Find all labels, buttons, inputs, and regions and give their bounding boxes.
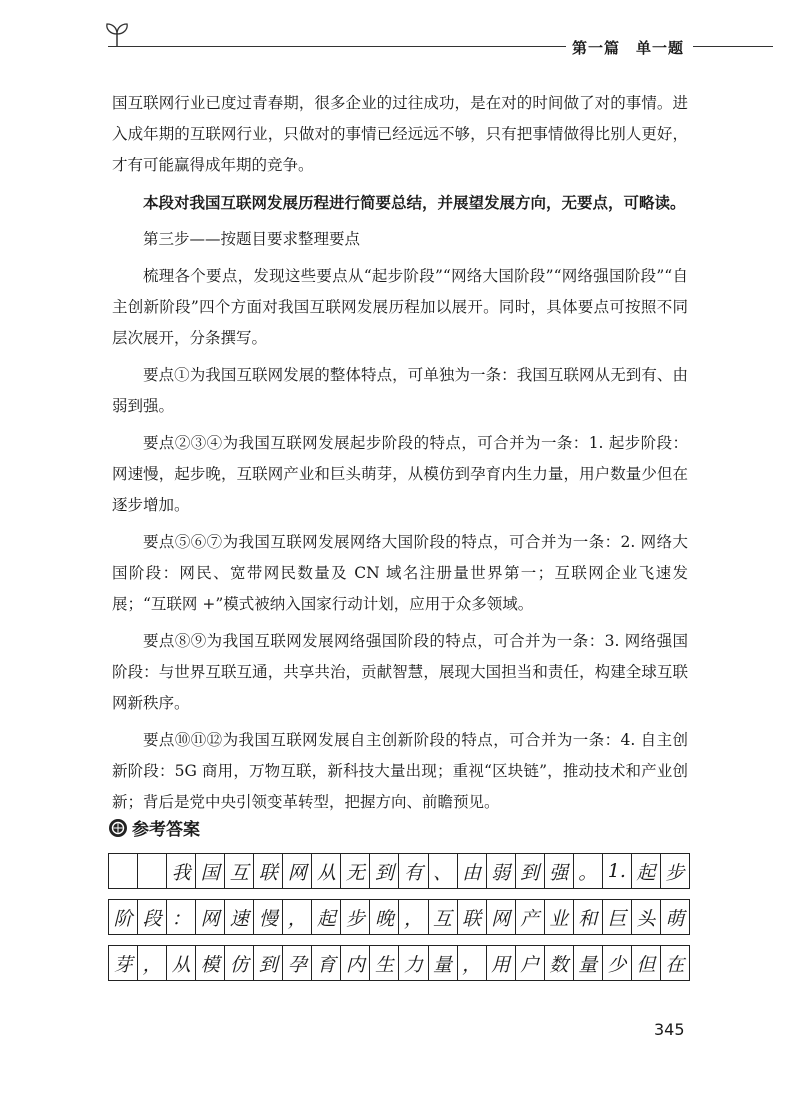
answer-grid-cell: 到 [254, 946, 283, 980]
paragraph: 要点⑧⑨为我国互联网发展网络强国阶段的特点，可合并为一条：3. 网络强国阶段：与世界互联互通，共享共治，贡献智慧，展现大国担当和责任，构建全球互联网新秩序。 [112, 632, 688, 712]
paragraph: 要点⑩⑪⑫为我国互联网发展自主创新阶段的特点，可合并为一条：4. 自主创新阶段：5G 商用，万物互联，新科技大量出现；重视“区块链”，推动技术和产业创新；背后是党中央引领变革转型，把握方向、前瞻预见。 [112, 731, 688, 811]
sprout-icon [104, 20, 130, 48]
answer-grid-cell: 和 [574, 900, 603, 934]
answer-grid-cell: 产 [516, 900, 545, 934]
answer-grid-cell: 萌 [665, 907, 685, 930]
answer-grid-cell: 起 [312, 900, 341, 934]
answer-grid-cell: 量 [429, 946, 458, 980]
answer-grid-cell: 段 [138, 900, 167, 934]
answer-grid-cell: 到 [370, 854, 399, 888]
answer-grid-cell: 互 [225, 854, 254, 888]
page-header [0, 0, 800, 70]
page-number: 345 [654, 1020, 685, 1039]
answer-grid-cell: 头 [632, 900, 661, 934]
answer-grid-cell: 强 [545, 854, 574, 888]
answer-grid-cell: 晚 [370, 900, 399, 934]
answer-grid-cell: 我 [167, 854, 196, 888]
answer-grid-cell: 户 [516, 946, 545, 980]
body-text [112, 88, 688, 824]
answer-grid-cell: 仿 [225, 946, 254, 980]
answer-grid-cell: 量 [574, 946, 603, 980]
answer-grid-cell: 到 [516, 854, 545, 888]
answer-grid-cell: 芽 [109, 946, 138, 980]
answer-grid-cell: 。 [574, 854, 603, 888]
answer-grid-cell: 巨 [603, 900, 632, 934]
answer-grid-cell: 内 [341, 946, 370, 980]
answer-grid [108, 853, 690, 991]
answer-grid-cell: 网 [283, 854, 312, 888]
answer-grid-cell: ， [283, 900, 312, 934]
answer-grid-cell: 数 [545, 946, 574, 980]
answer-grid-cell: 模 [196, 946, 225, 980]
answer-grid-row [108, 853, 690, 889]
answer-grid-cell: 国 [196, 854, 225, 888]
paragraph: 梳理各个要点，发现这些要点从“起步阶段”“网络大国阶段”“网络强国阶段”“自主创新阶段”四个方面对我国互联网发展历程加以展开。同时，具体要点可按照不同层次展开，分条撰写。 [112, 267, 688, 347]
answer-grid-cell: 但 [632, 946, 661, 980]
answer-grid-cell: ： [167, 900, 196, 934]
answer-grid-cell: 速 [225, 900, 254, 934]
answer-heading [108, 815, 200, 840]
answer-grid-cell: 慢 [254, 900, 283, 934]
answer-grid-cell: 力 [399, 946, 428, 980]
answer-grid-cell: 、 [429, 854, 458, 888]
answer-grid-cell: 从 [312, 854, 341, 888]
answer-grid-cell: 由 [458, 854, 487, 888]
answer-grid-cell: 无 [341, 854, 370, 888]
answer-grid-cell: 起 [632, 854, 661, 888]
answer-grid-cell: ， [399, 900, 428, 934]
answer-grid-cell: 联 [254, 854, 283, 888]
answer-grid-cell: 1. [603, 854, 632, 888]
paragraph: 国互联网行业已度过青春期，很多企业的过往成功，是在对的时间做了对的事情。进入成年期的互联网行业，只做对的事情已经远远不够，只有把事情做得比别人更好，才有可能赢得成年期的竞争。 [112, 94, 688, 174]
answer-grid-cell [138, 854, 167, 888]
paragraph: 要点①为我国互联网发展的整体特点，可单独为一条：我国互联网从无到有、由弱到强。 [112, 366, 688, 415]
answer-grid-cell: 少 [603, 946, 632, 980]
answer-grid-row [108, 899, 690, 935]
answer-grid-cell: 网 [196, 900, 225, 934]
answer-grid-cell: 网 [487, 900, 516, 934]
answer-grid-cell: 弱 [487, 854, 516, 888]
answer-heading-text: 参考答案 [132, 820, 200, 840]
answer-grid-cell: ， [458, 946, 487, 980]
answer-grid-cell: ， [138, 946, 167, 980]
answer-grid-cell: 阶 [109, 900, 138, 934]
paragraph: 本段对我国互联网发展历程进行简要总结，并展望发展方向，无要点，可略读。 [143, 193, 686, 212]
answer-grid-cell: 用 [487, 946, 516, 980]
answer-grid-cell: 互 [429, 900, 458, 934]
section-label: 第一篇 单一题 [572, 39, 685, 57]
answer-grid-cell: 生 [370, 946, 399, 980]
answer-grid-cell: 有 [399, 854, 428, 888]
answer-badge-icon [108, 818, 128, 838]
answer-grid-cell: 业 [545, 900, 574, 934]
answer-grid-cell [109, 854, 138, 888]
answer-grid-cell: 步 [665, 861, 685, 884]
header-rule-right [693, 46, 773, 47]
answer-grid-cell: 育 [312, 946, 341, 980]
answer-grid-cell: 孕 [283, 946, 312, 980]
answer-grid-cell: 联 [458, 900, 487, 934]
answer-grid-cell: 在 [665, 953, 685, 976]
answer-grid-row [108, 945, 690, 981]
answer-grid-cell: 步 [341, 900, 370, 934]
paragraph: 要点②③④为我国互联网发展起步阶段的特点，可合并为一条：1. 起步阶段：网速慢，起步晚，互联网产业和巨头萌芽，从模仿到孕育内生力量，用户数量少但在逐步增加。 [112, 434, 688, 514]
paragraph: 要点⑤⑥⑦为我国互联网发展网络大国阶段的特点，可合并为一条：2. 网络大国阶段：网民、宽带网民数量及 CN 域名注册量世界第一；互联网企业飞速发展；“互联网 +”模式被纳入国家行动计划，应用于众多领域。 [112, 533, 688, 613]
paragraph: 第三步——按题目要求整理要点 [143, 230, 361, 248]
answer-grid-cell: 从 [167, 946, 196, 980]
header-rule-left [108, 46, 566, 47]
